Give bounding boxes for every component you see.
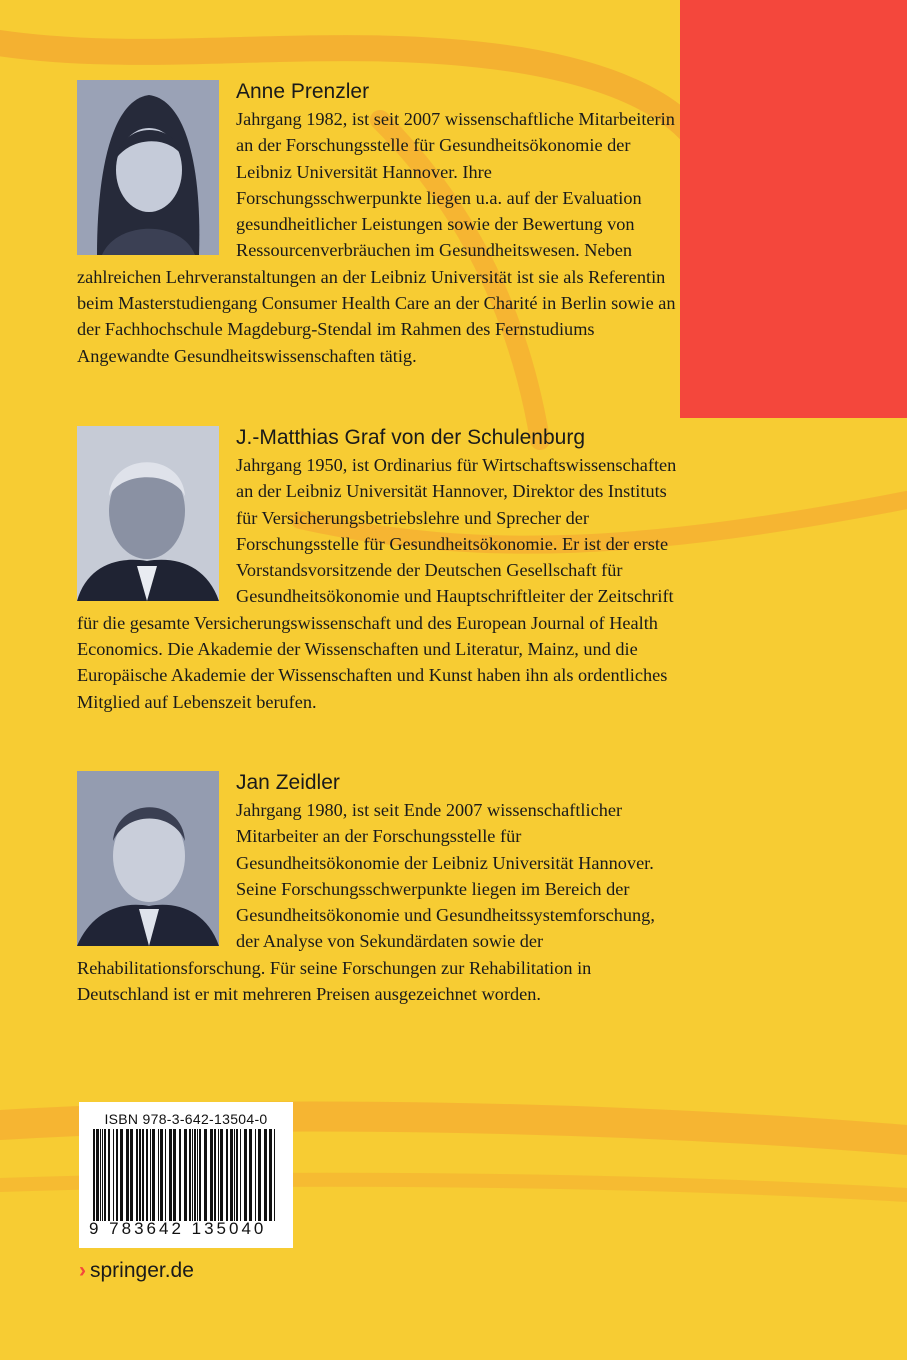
barcode-bar [194,1129,196,1221]
barcode-bar [204,1129,207,1221]
publisher-name: springer.de [90,1259,194,1282]
barcode-bars [93,1129,279,1221]
author-bio-text-2: Jahrgang 1950, ist Ordinarius für Wirtschaftswissenschaften an der Leibniz Universität Hannover, Direktor des Instituts für Versicherungsbetriebslehre und Sprecher der Forschungsstelle für Gesundheitsökonomie. Er ist der erste Vorstandsvorsitzende der Deutschen Gesellschaft für Gesundheitsökonomie und Hauptschriftleiter der Zeitschrift für die gesamte Versicherungswissenschaft und des European Journal of Health Economics. Die Akademie der Wissenschaften und Literatur, Mainz, und die Europäische Akademie der Wissenschaften und Kunst haben ihn als ordentliches Mitglied auf Lebenszeit berufen. [77,455,677,712]
barcode-bar [192,1129,193,1221]
author-photo-1 [77,80,219,255]
author-bio-2 [77,426,677,715]
barcode-bar [165,1129,166,1221]
publisher-link[interactable] [79,1259,194,1283]
red-accent-block [680,0,907,418]
barcode-bar [236,1129,238,1221]
barcode-bar [230,1129,233,1221]
isbn-barcode [79,1102,293,1248]
barcode-bar [146,1129,148,1221]
barcode-bar [102,1129,103,1221]
barcode-bar [244,1129,247,1221]
author-photo-2 [77,426,219,601]
barcode-bar [179,1129,181,1221]
barcode-bar [116,1129,118,1221]
barcode-bar [214,1129,216,1221]
barcode-bar [184,1129,187,1221]
barcode-bar [249,1129,252,1221]
barcode-bar [264,1129,267,1221]
barcode-bar [199,1129,201,1221]
barcode-bar [234,1129,235,1221]
barcode-bar [269,1129,272,1221]
barcode-bar [136,1129,138,1221]
barcode-bar [126,1129,129,1221]
barcode-bar [226,1129,228,1221]
author-bio-3 [77,771,677,1007]
author-name-2: J.-Matthias Graf von der Schulenburg [236,426,586,449]
barcode-bar [108,1129,110,1221]
barcode-bar [93,1129,95,1221]
barcode-bar [160,1129,163,1221]
barcode-bar [240,1129,241,1221]
author-photo-3 [77,771,219,946]
barcode-bar [96,1129,99,1221]
barcode-bar [189,1129,191,1221]
author-bio-text-3: Jahrgang 1980, ist seit Ende 2007 wissenschaftlicher Mitarbeiter an der Forschungsstelle für Gesundheitsökonomie der Leibniz Universität Hannover. Seine Forschungsschwerpunkte liegen im Bereich der Gesundheitsökonomie und Gesundheitssystemforschung, der Analyse von Sekundärdaten sowie der Rehabilitationsforschung. Für seine Forschungen zur Rehabilitation in Deutschland ist er mit mehreren Preisen ausgezeichnet worden. [77,800,655,1005]
barcode-bar [139,1129,141,1221]
barcode-bar [104,1129,106,1221]
isbn-label: ISBN 978-3-642-13504-0 [104,1111,268,1127]
barcode-bar [255,1129,256,1221]
barcode-bar [173,1129,176,1221]
barcode-bar [113,1129,114,1221]
barcode-bar [150,1129,151,1221]
barcode-bar [158,1129,159,1221]
author-bio-text-1: Jahrgang 1982, ist seit 2007 wissenschaftliche Mitarbeiterin an der Forschungsstelle für Gesundheitsökonomie der Leibniz Universität Hannover. Ihre Forschungsschwerpunkte liegen u.a. auf der Evaluation gesundheitlicher Leistungen sowie der Bewertung von Ressourcenverbräuchen im Gesundheitswesen. Neben zahlreichen Lehrveranstaltungen an der Leibniz Universität ist sie als Referentin beim Masterstudiengang Consumer Health Care an der Charité in Berlin sowie an der Fachhochschule Magdeburg-Stendal im Rahmen des Fernstudiums Angewandte Gesundheitswissenschaften tätig. [77,109,676,366]
barcode-bar [120,1129,123,1221]
barcode-bar [197,1129,198,1221]
barcode-bar [169,1129,172,1221]
isbn-digits: 9 783642 135040 [89,1219,267,1238]
barcode-bar [152,1129,155,1221]
barcode-bar [258,1129,261,1221]
barcode-bar [218,1129,219,1221]
author-name-1: Anne Prenzler [236,80,370,103]
barcode-bar [130,1129,133,1221]
author-bio-1 [77,80,677,369]
barcode-bar [210,1129,213,1221]
barcode-bar [220,1129,223,1221]
author-name-3: Jan Zeidler [236,771,340,794]
barcode-bar [100,1129,101,1221]
barcode-bar [274,1129,275,1221]
chevron-right-icon: › [79,1259,86,1282]
barcode-bar [142,1129,144,1221]
